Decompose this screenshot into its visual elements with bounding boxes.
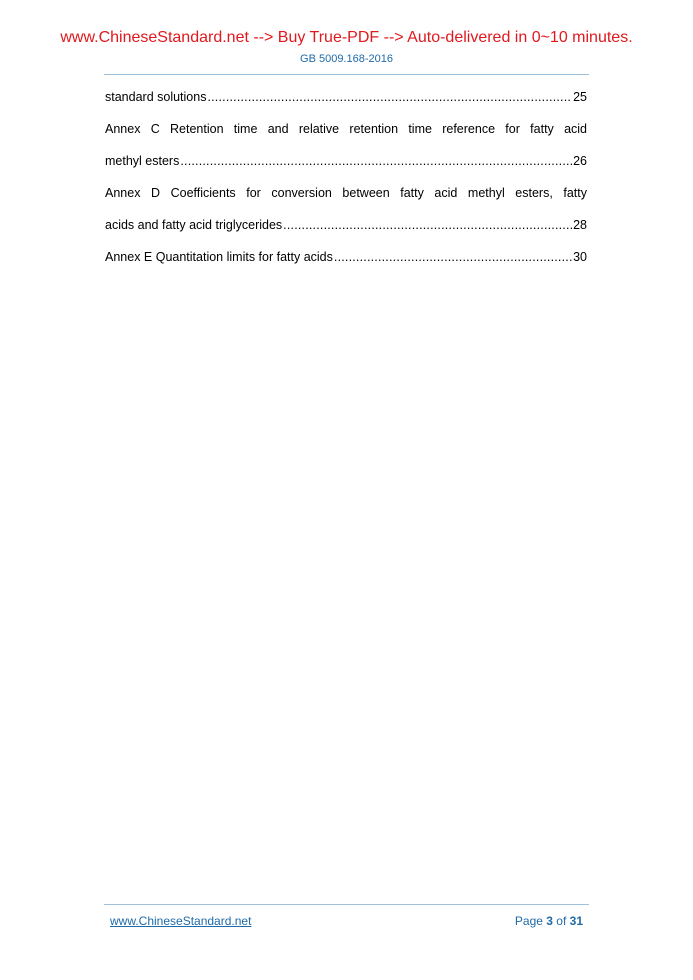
page-current: 3: [546, 914, 553, 928]
toc-entry-annex-d-line1[interactable]: Annex D Coefficients for conversion between fatty acid methyl esters, fatty: [105, 186, 587, 200]
toc-entry-annex-d[interactable]: [105, 215, 587, 235]
header-divider: [104, 74, 589, 75]
toc-entry-standard-solutions[interactable]: [105, 87, 587, 107]
toc-leader-dots: [207, 87, 572, 107]
toc-entry-title: Annex E Quantitation limits for fatty acids: [105, 250, 333, 264]
page-of: of: [552, 914, 570, 928]
toc-entry-title: methyl esters: [105, 154, 180, 168]
page-indicator: [515, 913, 583, 929]
toc-page-number: 28: [573, 218, 587, 232]
toc-entry-annex-e[interactable]: [105, 247, 587, 267]
document-code: GB 5009.168-2016: [300, 53, 393, 65]
toc-entry-title: standard solutions: [105, 90, 207, 104]
promo-banner[interactable]: www.ChineseStandard.net --> Buy True-PDF --> Auto-delivered in 0~10 minutes.: [60, 29, 633, 46]
table-of-contents: [105, 87, 587, 279]
toc-page-number: 30: [573, 250, 587, 264]
toc-leader-dots: [180, 151, 572, 171]
toc-entry-title: acids and fatty acid triglycerides: [105, 218, 283, 232]
toc-page-number: 25: [573, 90, 587, 104]
toc-entry-annex-c-line1[interactable]: Annex C Retention time and relative retention time reference for fatty acid: [105, 122, 587, 136]
page-prefix: Page: [514, 914, 547, 928]
page-total: 31: [569, 914, 583, 928]
toc-leader-dots: [283, 215, 572, 235]
toc-page-number: 26: [573, 154, 587, 168]
toc-leader-dots: [334, 247, 572, 267]
toc-entry-annex-c[interactable]: [105, 151, 587, 171]
footer-website-link[interactable]: www.ChineseStandard.net: [110, 914, 252, 928]
footer-divider: [104, 904, 589, 905]
